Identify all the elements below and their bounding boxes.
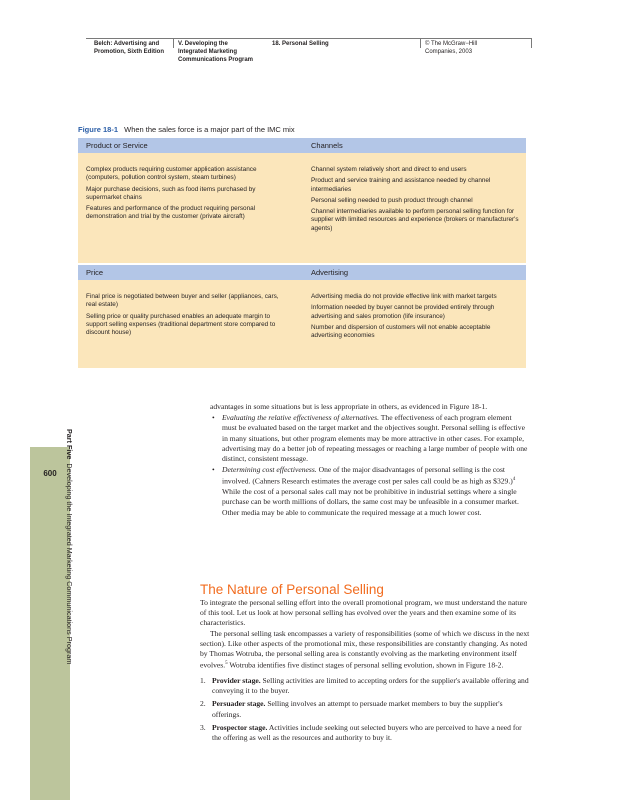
list-number: 1. [200, 675, 206, 685]
header-line: Promotion, Sixth Edition [94, 49, 164, 56]
list-item [200, 699, 530, 719]
header-line: 18. Personal Selling [272, 41, 329, 47]
header-copyright [425, 40, 477, 56]
list-text: Selling involves an attempt to persuade market members to buy the supplier's offerings. [212, 699, 503, 719]
table-body [78, 153, 526, 263]
body-upper [210, 402, 528, 518]
header-divider [420, 38, 421, 48]
list-title: Persuader stage. [212, 699, 266, 709]
table-cell-right [311, 293, 521, 343]
table-header-row [78, 265, 526, 280]
column-header: Price [86, 268, 104, 277]
header-book-title [94, 40, 164, 56]
list-number: 3. [200, 722, 206, 732]
table-body [78, 280, 526, 368]
header-line: V. Developing the [178, 41, 228, 47]
list-number: 2. [200, 699, 206, 709]
part-sidebar [30, 429, 74, 800]
header-divider [531, 38, 532, 48]
table-item: Advertising media do not provide effective link with market targets [311, 293, 497, 300]
intro-paragraph: advantages in some situations but is less appropriate in others, as evidenced in Figure 18-1. [210, 402, 488, 411]
list-item [200, 723, 530, 743]
header-part [178, 40, 253, 65]
table-item: Number and dispersion of customers will not enable acceptable advertising economies [311, 323, 491, 340]
header-line: Companies, 2003 [425, 49, 473, 56]
body-lower [200, 598, 530, 743]
bullet-text: While the cost of a personal sales call may not be prohibitive in industrial settings where a single purchase can be worth millions of dollars, the same cost may be unfeasible in a consumer market. Other media may be able to communicate the required message at a much lower cost. [222, 487, 519, 517]
figure-caption [78, 125, 295, 134]
paragraph [200, 629, 530, 671]
table-item: Major purchase decisions, such as food items purchased by supermarket chains [86, 185, 256, 201]
header-line: © The McGraw−Hill [425, 41, 478, 47]
figure-number: Figure 18-1 [78, 125, 119, 134]
table-item: Complex products requiring customer application assistance (computers, pollution control system, steam turbines) [86, 166, 257, 182]
list-item [200, 676, 530, 696]
table-item: Information needed by buyer cannot be provided entirely through advertising and sales promotion (life insurance) [311, 304, 495, 320]
bullet-icon: • [212, 413, 215, 423]
figure-table-section [78, 138, 526, 263]
bullet-title: Evaluating the relative effectiveness of alternatives. [222, 413, 380, 423]
list-title: Provider stage. [212, 675, 261, 685]
bullet-text: One of the major disadvantages of personal selling is the cost involved. (Cahners Research estimates the average cost per sales call could be as high as $329.) [222, 465, 513, 486]
table-item: Features and performance of the product requiring personal demonstration and trial by the customer (private aircraft) [86, 205, 256, 221]
footnote-ref: 4 [512, 477, 516, 483]
figure-title: When the sales force is a major part of the IMC mix [124, 125, 295, 134]
table-item: Final price is negotiated between buyer and seller (appliances, cars, real estate) [86, 293, 279, 309]
table-item: Product and service training and assistance needed by channel intermediaries [311, 177, 491, 193]
header-divider [173, 38, 174, 48]
paragraph-text: Wotruba identifies five distinct stages of personal selling evolution, shown in Figure 18-2. [227, 660, 504, 670]
list-text: Selling activities are limited to accepting orders for the supplier's available offering and conveying it to the buyer. [212, 675, 529, 696]
header-line: Belch: Advertising and [94, 41, 160, 47]
table-item: Personal selling needed to push product through channel [311, 196, 473, 204]
section-title: The Nature of Personal Selling [200, 582, 384, 597]
figure-table-section [78, 265, 526, 368]
table-item: Selling price or quality purchased enables an adequate margin to support selling expenses (traditional department store compared to discount house) [86, 312, 276, 337]
sidebar-part-title [65, 429, 74, 664]
column-header: Product or Service [86, 141, 148, 150]
header-line: Integrated Marketing [178, 49, 238, 56]
table-header-row [78, 138, 526, 153]
table-cell-left [86, 293, 286, 340]
bullet-text: The effectiveness of each program element must be evaluated based on the target market and the objectives sought. Personal selling is effective in many situations, but other program elements may be more attractive in other cases. For example, advertising may do a better job of repeating messages or reaching a large number of people with one distinct, consistent message. [222, 413, 528, 464]
header-chapter [272, 40, 329, 48]
page-number: 600 [43, 469, 57, 478]
list-title: Prospector stage. [212, 722, 268, 732]
column-header: Advertising [311, 268, 349, 277]
sidebar-part-label: Part Five [65, 429, 74, 460]
bullet-icon: • [212, 465, 215, 475]
header-line: Communications Program [178, 57, 254, 64]
sidebar-part-name: Developing the Integrated Marketing Communications Program [65, 463, 74, 665]
bullet-item [210, 413, 528, 464]
paragraph: To integrate the personal selling effort into the overall promotional program, we must understand the nature of this tool. Let us look at how personal selling has evolved over the years and then examine some of its characteristics. [200, 598, 528, 628]
header-rule [86, 38, 532, 39]
table-item: Channel system relatively short and direct to end users [311, 166, 467, 173]
table-item: Channel intermediaries available to perform personal selling function for supplier with limited resources and experience (brokers or manufacturer's agents) [311, 208, 519, 232]
bullet-item [210, 465, 528, 518]
paragraph-text: The personal selling task encompasses a variety of responsibilities (some of which we discuss in the next section). Like other aspects of the promotional mix, these responsibilities are constantly changing. As noted by Thomas Wotruba, the personal selling area is constantly evolving as the marketing environment itself evolves. [200, 628, 530, 670]
table-cell-left [86, 166, 286, 225]
bullet-title: Determining cost effectiveness. [222, 465, 317, 475]
list-text: Activities include seeking out selected buyers who are perceived to have a need for the offering as well as the resources and authority to buy it. [212, 722, 522, 742]
column-header: Channels [311, 141, 343, 150]
table-cell-right [311, 166, 519, 236]
footnote-ref: 5 [225, 661, 228, 667]
